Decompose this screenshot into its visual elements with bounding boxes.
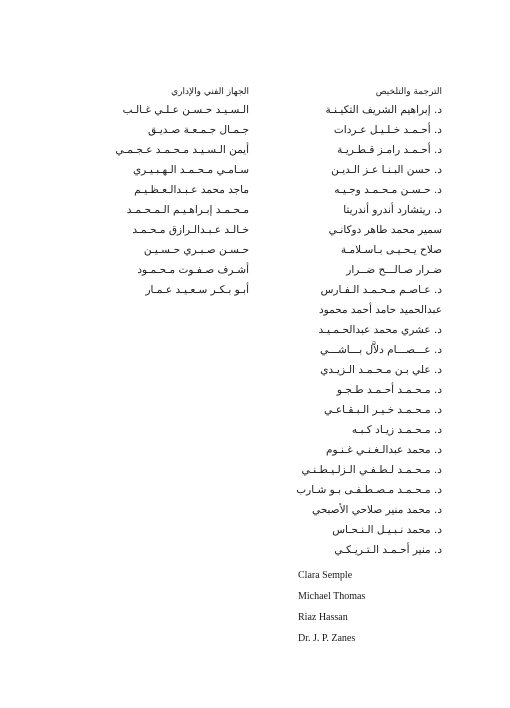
translator-name: صلاح يـحـيـى بـاسـلامـة — [340, 244, 442, 256]
translator-name: د. محمد نـبـيـل الـنـحـاس — [332, 524, 442, 536]
translator-name: د. حـسـن مـحـمـد وجـيـه — [334, 184, 442, 196]
latin-names-list — [298, 565, 365, 649]
translator-name: د. أحـمـد خـلـيـل عـردات — [333, 124, 442, 136]
staff-name: الـسـيـد حـسـن عـلـي غـالـب — [122, 104, 249, 116]
translator-name: د. ريتشارد أندرو أندريتا — [343, 204, 442, 216]
translator-name: د. مـحـمـد أحـمـد طـجـو — [336, 384, 442, 396]
staff-name: أيمن الـسـيـد مـحـمـد عـجـمـي — [115, 144, 249, 156]
translator-name: د. مـحـمـد خـيـر الـبـقـاعـي — [324, 404, 442, 416]
translator-name: د. مـحـمـد لـطـفـي الـزلـيـطـنـي — [301, 464, 442, 476]
staff-name: أبـو بـكـر سـعـيـد عـمـار — [145, 284, 249, 296]
translation-column — [296, 86, 442, 560]
latin-name: Clara Semple — [298, 570, 353, 581]
staff-name: سـامـي مـحـمـد الـهـبـيـري — [132, 164, 249, 176]
staff-name: خـالـد عـبـدالـرازق مـحـمـد — [132, 224, 249, 236]
translator-name: د. مـحـمـد مـصـطـفـى بـو شـارب — [296, 484, 442, 496]
staff-name: حـسـن صـبـري حـسـيـن — [143, 244, 249, 256]
translator-name: د. محمد منير صلاحي الأصبحي — [311, 504, 442, 516]
translator-name: د. محمد عبدالـغـنـي غـنـوم — [325, 444, 442, 456]
translation-names-list — [296, 100, 442, 560]
translator-name: د. منير أحـمـد الـتـريـكـي — [334, 544, 442, 556]
technical-names-list — [108, 100, 249, 300]
translator-name: د. عشري محمد عبدالحـمـيـد — [318, 324, 442, 336]
translator-name: عبدالحميد حامد أحمد محمود — [319, 304, 442, 316]
technical-column — [108, 86, 249, 300]
staff-name: جـمـال جـمـعـة صـديـق — [148, 124, 249, 136]
translator-name: سمير محمد طاهر دوكانـي — [328, 224, 442, 236]
translator-name: د. مـحـمـد زيـاد كـبـه — [351, 424, 442, 436]
translator-name: د. إبراهيم الشريف التكيـنـة — [325, 104, 442, 116]
staff-name: مـحـمـد إبـراهـيـم الـمـحـمـد — [126, 204, 249, 216]
translator-name: د. عـــصـــام دلاَّل بـــاشـــي — [320, 344, 442, 356]
latin-name: Riaz Hassan — [298, 612, 348, 623]
latin-name: Dr. J. P. Zanes — [298, 633, 356, 644]
translator-name: د. علي بـن مـحـمـد الـزيـدي — [320, 364, 442, 376]
latin-name: Michael Thomas — [298, 591, 366, 602]
translator-name: د. عـاصـم مـحـمـد الـفـارس — [320, 284, 442, 296]
translation-heading: الترجمة والتلخيص — [375, 87, 442, 97]
translator-name: د. أحـمـد رامـز قـطـريـة — [337, 144, 442, 156]
staff-name: أشـرف صـفـوت مـحـمـود — [137, 264, 249, 276]
translator-name: ضـرار صـالـــح ضــرار — [346, 264, 442, 276]
staff-name: ماجد محمد عـبـدالـعـظـيـم — [134, 184, 249, 196]
technical-heading: الجهاز الفني والإداري — [171, 87, 249, 97]
translator-name: د. حسن البـنـا عـز الـديـن — [331, 164, 442, 176]
